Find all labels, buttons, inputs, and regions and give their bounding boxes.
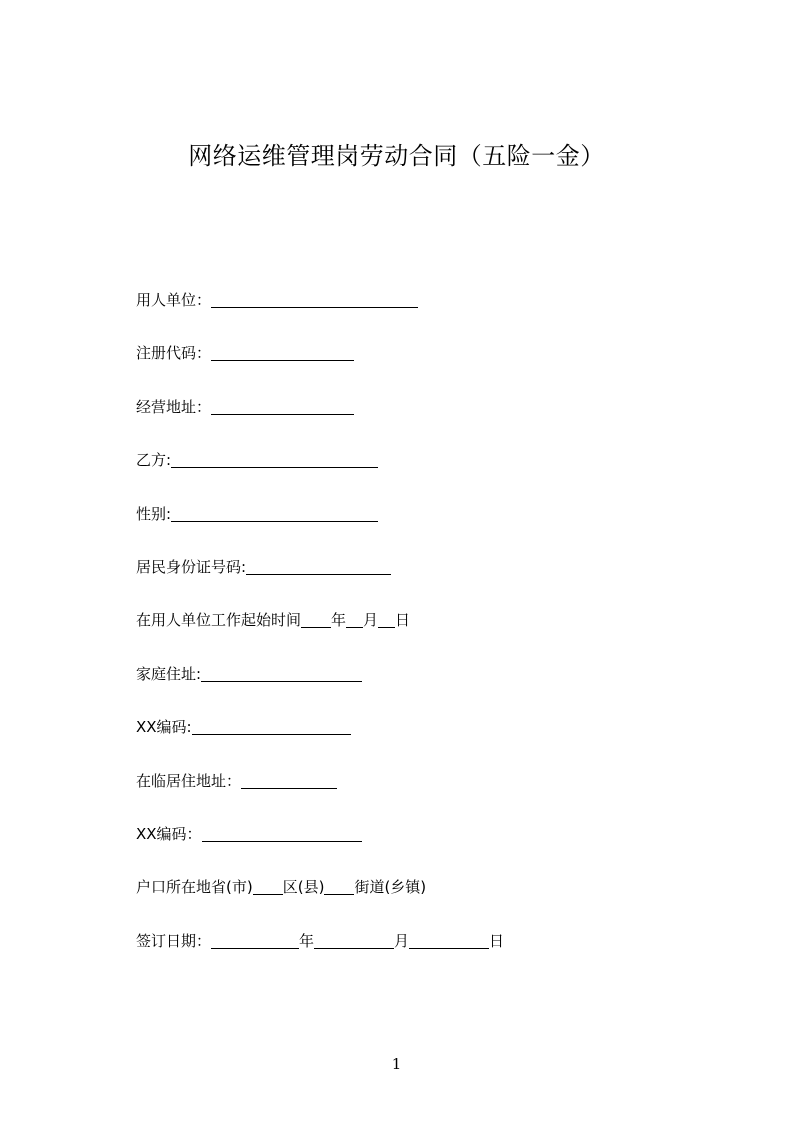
sign-date-row [136, 930, 504, 952]
sign-month-blank[interactable] [314, 932, 394, 949]
temp-address-label: 在临居住地址： [136, 772, 242, 790]
postcode1-row [136, 716, 351, 738]
household-row [136, 876, 426, 898]
reg-code-blank[interactable] [211, 344, 354, 361]
employer-blank[interactable] [211, 291, 418, 308]
gender-row [136, 503, 378, 525]
id-number-label: 居民身份证号码: [136, 558, 247, 576]
start-day-label: 日 [395, 611, 411, 629]
postcode2-label: XX编码： [136, 825, 202, 843]
gender-blank[interactable] [171, 505, 378, 522]
home-address-row [136, 663, 362, 685]
postcode1-label: XX编码: [136, 718, 192, 736]
street-label: 街道(乡镇) [354, 878, 427, 896]
sign-year-label: 年 [299, 932, 315, 950]
gender-label: 性别: [136, 505, 172, 523]
employer-label: 用人单位： [136, 291, 212, 309]
party-b-row [136, 449, 378, 471]
start-month-blank[interactable] [346, 611, 363, 628]
postcode2-row [136, 823, 362, 845]
start-month-label: 月 [363, 611, 379, 629]
document-title: 网络运维管理岗劳动合同（五险一金） [188, 142, 605, 170]
sign-date-label: 签订日期： [136, 932, 212, 950]
sign-day-blank[interactable] [409, 932, 489, 949]
postcode1-blank[interactable] [192, 718, 351, 735]
district-label: 区(县) [282, 878, 325, 896]
start-year-label: 年 [331, 611, 347, 629]
id-number-blank[interactable] [246, 558, 391, 575]
party-b-label: 乙方: [136, 451, 172, 469]
start-day-blank[interactable] [378, 611, 395, 628]
page-number: 1 [391, 1055, 402, 1073]
home-address-blank[interactable] [201, 665, 362, 682]
reg-code-row [136, 342, 354, 364]
temp-address-blank[interactable] [241, 772, 337, 789]
business-address-row [136, 396, 354, 418]
home-address-label: 家庭住址: [136, 665, 202, 683]
temp-address-row [136, 770, 337, 792]
reg-code-label: 注册代码： [136, 344, 212, 362]
start-time-row [136, 609, 410, 631]
id-number-row [136, 556, 391, 578]
business-address-blank[interactable] [211, 398, 354, 415]
street-blank[interactable] [324, 878, 354, 895]
business-address-label: 经营地址： [136, 398, 212, 416]
start-time-label: 在用人单位工作起始时间 [136, 611, 302, 629]
sign-month-label: 月 [394, 932, 410, 950]
sign-year-blank[interactable] [211, 932, 299, 949]
party-b-blank[interactable] [171, 451, 378, 468]
sign-day-label: 日 [489, 932, 505, 950]
postcode2-blank[interactable] [202, 825, 362, 842]
employer-row [136, 289, 418, 311]
household-label: 户口所在地省(市) [136, 878, 253, 896]
district-blank[interactable] [253, 878, 283, 895]
start-year-blank[interactable] [301, 611, 331, 628]
